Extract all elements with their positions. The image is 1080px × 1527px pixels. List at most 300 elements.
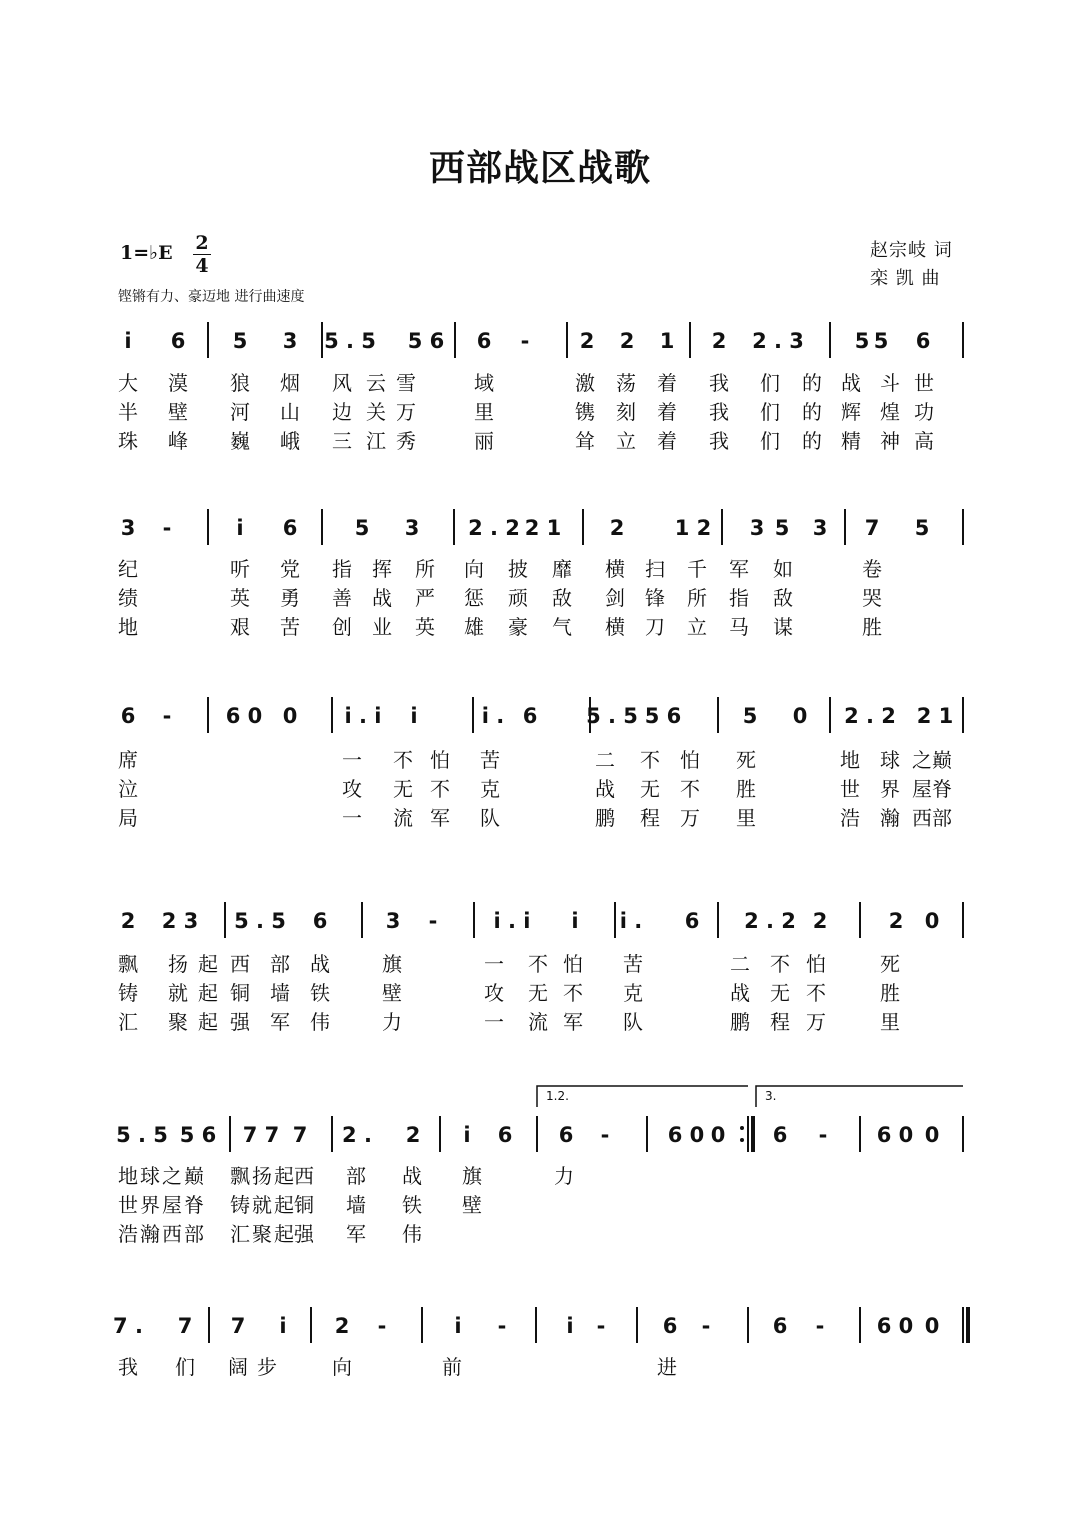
lyric-line-6-1: [0, 1351, 1080, 1379]
lyric-char: 听: [230, 557, 250, 581]
lyric-char: 西: [912, 806, 932, 830]
lyric-char: 的: [802, 429, 822, 453]
lyric-char: 烟: [280, 371, 300, 395]
note: i: [571, 909, 579, 933]
lyric-char: 伟: [310, 1010, 330, 1034]
note: 7: [177, 1314, 193, 1338]
lyric-char: 不: [640, 748, 660, 772]
lyric-char: 镌: [575, 400, 595, 424]
note: 2: [579, 329, 595, 353]
lyric-char: 不: [430, 777, 450, 801]
song-title: 西部战区战歌: [428, 147, 651, 189]
lyric-line-4-1: [0, 948, 1080, 976]
lyric-char: 扫: [645, 557, 665, 581]
lyric-char: 汇: [118, 1010, 138, 1034]
note: i . i: [344, 704, 382, 728]
lyric-char: 强: [294, 1222, 314, 1246]
lyric-char: 攻: [342, 777, 362, 801]
note: 2: [812, 909, 828, 933]
lyric-char: 局: [118, 806, 138, 830]
note: -: [162, 704, 172, 728]
lyric-char: 挥: [372, 557, 392, 581]
note: i: [566, 1314, 574, 1338]
lyric-char: 鹏: [595, 806, 615, 830]
volta-1-label: 1.2.: [546, 1089, 569, 1103]
lyric-char: 我: [709, 371, 729, 395]
note: -: [600, 1123, 610, 1147]
lyric-char: 战: [595, 777, 615, 801]
lyric-char: 墙: [270, 981, 290, 1005]
lyric-char: 墙: [346, 1193, 366, 1217]
lyric-char: 战: [310, 952, 330, 976]
lyric-char: 军: [430, 806, 450, 830]
note: -: [815, 1314, 825, 1338]
lyric-char: 立: [687, 615, 707, 639]
lyric-char: 铁: [402, 1193, 422, 1217]
lyric-char: 斗: [880, 371, 900, 395]
lyric-char: 艰: [230, 615, 250, 639]
note: 2 1: [524, 516, 562, 540]
lyric-char: 之: [162, 1164, 182, 1188]
lyric-char: 向: [332, 1355, 352, 1379]
lyric-line-2-3: [0, 611, 1080, 639]
lyric-char: 队: [480, 806, 500, 830]
note: 6: [772, 1123, 788, 1147]
lyric-char: 着: [657, 400, 677, 424]
lyric-char: 着: [657, 371, 677, 395]
lyric-char: 起: [198, 1010, 218, 1034]
lyric-char: 煌: [880, 400, 900, 424]
lyric-char: 边: [332, 400, 352, 424]
lyric-char: 指: [332, 557, 352, 581]
lyric-char: 死: [880, 952, 900, 976]
lyric-char: 神: [880, 429, 900, 453]
lyricist-credit: 赵宗岐 词: [870, 240, 953, 261]
lyric-char: 程: [770, 1010, 790, 1034]
note: -: [162, 516, 172, 540]
lyric-char: 不: [528, 952, 548, 976]
note: -: [497, 1314, 507, 1338]
lyric-char: 河: [230, 400, 250, 424]
lyric-char: 向: [464, 557, 484, 581]
lyric-char: 一: [342, 806, 362, 830]
lyric-line-5-2: [0, 1189, 1080, 1217]
lyric-char: 的: [802, 371, 822, 395]
note: 6: [170, 329, 186, 353]
note: 7: [292, 1123, 308, 1147]
note: 2: [334, 1314, 350, 1338]
lyric-char: 起: [274, 1164, 294, 1188]
lyric-char: 里: [474, 400, 494, 424]
note: i: [236, 516, 244, 540]
lyric-char: 地: [118, 615, 138, 639]
lyric-char: 指: [729, 586, 749, 610]
lyric-line-5-3: [0, 1218, 1080, 1246]
note: -: [818, 1123, 828, 1147]
lyric-char: 起: [274, 1193, 294, 1217]
note: 2 . 2: [468, 516, 520, 540]
lyric-char: 一: [484, 952, 504, 976]
end-barline: [740, 1116, 753, 1152]
note: -: [596, 1314, 606, 1338]
lyric-char: 旗: [382, 952, 402, 976]
lyric-char: 怕: [680, 748, 700, 772]
lyric-char: 关: [366, 400, 386, 424]
note: 2 1: [916, 704, 954, 728]
lyric-line-2-2: [0, 582, 1080, 610]
lyric-line-2-1: [0, 553, 1080, 581]
lyric-char: 胜: [862, 615, 882, 639]
lyric-char: 铁: [310, 981, 330, 1005]
lyric-char: 就: [252, 1193, 272, 1217]
note: 5: [854, 329, 870, 353]
lyric-char: 马: [729, 615, 749, 639]
lyric-char: 风: [332, 371, 352, 395]
lyric-char: 千: [687, 557, 707, 581]
lyric-char: 战: [841, 371, 861, 395]
lyric-char: 界: [140, 1193, 160, 1217]
lyric-char: 克: [480, 777, 500, 801]
lyric-char: 巅: [184, 1164, 204, 1188]
lyric-line-4-2: [0, 977, 1080, 1005]
lyric-char: 胜: [736, 777, 756, 801]
note: 7: [864, 516, 880, 540]
lyric-char: 雄: [464, 615, 484, 639]
lyric-char: 荡: [616, 371, 636, 395]
lyric-char: 万: [806, 1010, 826, 1034]
note: 7: [230, 1314, 246, 1338]
lyric-char: 浩: [118, 1222, 138, 1246]
lyric-char: 所: [415, 557, 435, 581]
note: 5: [774, 516, 790, 540]
lyric-char: 脊: [184, 1193, 204, 1217]
note: 0: [924, 909, 940, 933]
note: 6: [915, 329, 931, 353]
lyric-char: 二: [595, 748, 615, 772]
lyric-char: 壁: [462, 1193, 482, 1217]
lyric-char: 哭: [862, 586, 882, 610]
lyric-char: 不: [680, 777, 700, 801]
lyric-char: 我: [118, 1355, 138, 1379]
lyric-line-1-3: [0, 425, 1080, 453]
lyric-char: 云: [366, 371, 386, 395]
note: 6: [120, 704, 136, 728]
lyric-char: 功: [914, 400, 934, 424]
lyric-char: 瀚: [880, 806, 900, 830]
note: 2: [609, 516, 625, 540]
lyric-char: 卷: [862, 557, 882, 581]
lyric-line-4-3: [0, 1006, 1080, 1034]
lyric-char: 着: [657, 429, 677, 453]
lyric-char: 苦: [623, 952, 643, 976]
lyric-line-5-1: [0, 1160, 1080, 1188]
lyric-char: 三: [332, 429, 352, 453]
note: 0: [282, 704, 298, 728]
note: 5: [914, 516, 930, 540]
lyric-char: 阔: [228, 1355, 248, 1379]
lyric-char: 的: [802, 400, 822, 424]
lyric-char: 豪: [508, 615, 528, 639]
lyric-char: 所: [687, 586, 707, 610]
lyric-char: 耸: [575, 429, 595, 453]
note: 6 0: [876, 1314, 914, 1338]
lyric-char: 球: [880, 748, 900, 772]
lyric-char: 屋: [912, 777, 932, 801]
lyric-char: 部: [932, 806, 952, 830]
note: -: [377, 1314, 387, 1338]
lyric-char: 无: [393, 777, 413, 801]
note: 1: [659, 329, 675, 353]
lyric-char: 万: [396, 400, 416, 424]
lyric-char: 屋: [162, 1193, 182, 1217]
lyric-char: 勇: [280, 586, 300, 610]
lyric-char: 狼: [230, 371, 250, 395]
lyric-char: 谋: [773, 615, 793, 639]
lyric-char: 里: [736, 806, 756, 830]
note: 2: [619, 329, 635, 353]
lyric-char: 部: [346, 1164, 366, 1188]
note: 6 0: [225, 704, 263, 728]
lyric-char: 刀: [645, 615, 665, 639]
lyric-char: 铜: [294, 1193, 314, 1217]
lyric-char: 立: [616, 429, 636, 453]
lyric-char: 党: [280, 557, 300, 581]
lyric-char: 西: [230, 952, 250, 976]
lyric-char: 世: [840, 777, 860, 801]
lyric-char: 锋: [645, 586, 665, 610]
lyric-char: 流: [393, 806, 413, 830]
lyric-char: 地: [840, 748, 860, 772]
note: 6: [497, 1123, 513, 1147]
note: 6: [662, 1314, 678, 1338]
lyric-char: 剑: [605, 586, 625, 610]
lyric-char: 如: [773, 557, 793, 581]
lyric-char: 江: [366, 429, 386, 453]
lyric-char: 一: [484, 1010, 504, 1034]
lyric-char: 鹏: [730, 1010, 750, 1034]
note: 6: [558, 1123, 574, 1147]
lyric-char: 峨: [280, 429, 300, 453]
lyric-char: 界: [880, 777, 900, 801]
lyric-char: 英: [230, 586, 250, 610]
note: 6: [522, 704, 538, 728]
note: 2 3: [161, 909, 199, 933]
lyric-char: 气: [552, 615, 572, 639]
lyric-char: 战: [402, 1164, 422, 1188]
note: 6 0: [876, 1123, 914, 1147]
lyric-line-3-1: [0, 744, 1080, 772]
lyric-char: 之: [912, 748, 932, 772]
note: 2: [711, 329, 727, 353]
lyric-char: 军: [346, 1222, 366, 1246]
lyric-char: 瀚: [140, 1222, 160, 1246]
note: 7 .: [113, 1314, 143, 1338]
note: 3: [749, 516, 765, 540]
lyric-char: 克: [623, 981, 643, 1005]
note: 5: [354, 516, 370, 540]
note: 0: [924, 1123, 940, 1147]
note: 5 6: [179, 1123, 217, 1147]
lyric-char: 们: [175, 1355, 195, 1379]
lyric-char: 队: [623, 1010, 643, 1034]
lyric-char: 聚: [252, 1222, 272, 1246]
lyric-char: 怕: [430, 748, 450, 772]
lyric-char: 苦: [280, 615, 300, 639]
note: i: [463, 1123, 471, 1147]
lyric-char: 无: [640, 777, 660, 801]
composer-credit: 栾 凯 曲: [870, 268, 941, 289]
note: i: [410, 704, 418, 728]
lyric-char: 横: [605, 557, 625, 581]
note: 7 7: [242, 1123, 280, 1147]
lyric-char: 世: [914, 371, 934, 395]
lyric-char: 飘: [118, 952, 138, 976]
note: 1 2: [674, 516, 712, 540]
end-barline: [963, 1307, 968, 1343]
lyric-char: 铸: [230, 1193, 250, 1217]
tempo-marking: 铿锵有力、豪迈地 进行曲速度: [118, 289, 305, 305]
note: 6: [684, 909, 700, 933]
lyric-char: 横: [605, 615, 625, 639]
lyric-char: 漠: [168, 371, 188, 395]
lyric-char: 军: [563, 1010, 583, 1034]
lyric-char: 地: [118, 1164, 138, 1188]
note: 5 6: [644, 704, 682, 728]
note: 3: [385, 909, 401, 933]
time-signature: [193, 233, 211, 276]
lyric-char: 壁: [382, 981, 402, 1005]
lyric-char: 二: [730, 952, 750, 976]
note: 3: [812, 516, 828, 540]
lyric-char: 们: [760, 429, 780, 453]
note: 2: [120, 909, 136, 933]
lyric-char: 西: [294, 1164, 314, 1188]
lyric-char: 脊: [932, 777, 952, 801]
lyric-char: 刻: [616, 400, 636, 424]
lyric-char: 我: [709, 429, 729, 453]
lyric-char: 程: [640, 806, 660, 830]
lyric-char: 巅: [932, 748, 952, 772]
lyric-char: 攻: [484, 981, 504, 1005]
lyric-char: 汇: [230, 1222, 250, 1246]
lyric-char: 严: [415, 586, 435, 610]
lyric-char: 壁: [168, 400, 188, 424]
note: 5 . 5: [116, 1123, 168, 1147]
lyric-char: 胜: [880, 981, 900, 1005]
note: i .: [619, 909, 643, 933]
note: 0: [924, 1314, 940, 1338]
lyric-char: 丽: [474, 429, 494, 453]
lyric-char: 一: [342, 748, 362, 772]
lyric-char: 里: [880, 1010, 900, 1034]
note: i .: [481, 704, 505, 728]
lyric-char: 部: [184, 1222, 204, 1246]
note: 3: [120, 516, 136, 540]
lyric-char: 善: [332, 586, 352, 610]
note: -: [428, 909, 438, 933]
note: 2: [405, 1123, 421, 1147]
lyric-char: 力: [382, 1010, 402, 1034]
lyric-char: 战: [372, 586, 392, 610]
lyric-char: 扬: [252, 1164, 272, 1188]
lyric-char: 万: [680, 806, 700, 830]
lyric-char: 不: [806, 981, 826, 1005]
lyric-char: 激: [575, 371, 595, 395]
lyric-char: 战: [730, 981, 750, 1005]
note: 6 0: [667, 1123, 705, 1147]
note: 6: [282, 516, 298, 540]
lyric-char: 泣: [118, 777, 138, 801]
lyric-char: 域: [474, 371, 494, 395]
lyric-char: 惩: [464, 586, 484, 610]
lyric-char: 军: [729, 557, 749, 581]
lyric-char: 无: [770, 981, 790, 1005]
lyric-char: 进: [657, 1355, 677, 1379]
note: 5 . 5: [586, 704, 638, 728]
lyric-char: 西: [162, 1222, 182, 1246]
lyric-char: 靡: [552, 557, 572, 581]
lyric-char: 披: [508, 557, 528, 581]
note: 3: [404, 516, 420, 540]
lyric-char: 步: [257, 1355, 277, 1379]
note: i: [124, 329, 132, 353]
lyric-char: 力: [554, 1164, 574, 1188]
note: 6: [772, 1314, 788, 1338]
note: 2 . 2: [844, 704, 896, 728]
lyric-char: 大: [118, 371, 138, 395]
lyric-char: 就: [168, 981, 188, 1005]
lyric-line-3-3: [0, 802, 1080, 830]
note: 0: [792, 704, 808, 728]
note: 5: [742, 704, 758, 728]
note: 5 6: [407, 329, 445, 353]
lyric-char: 雪: [396, 371, 416, 395]
lyric-line-1-1: [0, 367, 1080, 395]
lyric-char: 英: [415, 615, 435, 639]
lyric-line-3-2: [0, 773, 1080, 801]
lyric-char: 不: [393, 748, 413, 772]
lyric-char: 铜: [230, 981, 250, 1005]
note: 0: [710, 1123, 726, 1147]
lyric-char: 死: [736, 748, 756, 772]
note: 5: [232, 329, 248, 353]
lyric-char: 球: [140, 1164, 160, 1188]
lyric-char: 绩: [118, 586, 138, 610]
lyric-char: 们: [760, 400, 780, 424]
lyric-char: 精: [841, 429, 861, 453]
lyric-char: 不: [563, 981, 583, 1005]
note: 5 . 5: [234, 909, 286, 933]
lyric-char: 苦: [480, 748, 500, 772]
lyric-char: 流: [528, 1010, 548, 1034]
volta-brackets: [537, 1086, 963, 1107]
lyric-char: 起: [198, 952, 218, 976]
lyric-char: 席: [118, 748, 138, 772]
note: 3: [282, 329, 298, 353]
lyric-char: 半: [118, 400, 138, 424]
lyric-char: 不: [770, 952, 790, 976]
lyric-char: 扬: [168, 952, 188, 976]
lyric-char: 起: [274, 1222, 294, 1246]
lyric-char: 旗: [462, 1164, 482, 1188]
lyric-char: 顽: [508, 586, 528, 610]
note: 2 . 2: [744, 909, 796, 933]
note: 6: [476, 329, 492, 353]
lyric-char: 我: [709, 400, 729, 424]
lyric-char: 山: [280, 400, 300, 424]
lyric-char: 巍: [230, 429, 250, 453]
note: i: [279, 1314, 287, 1338]
